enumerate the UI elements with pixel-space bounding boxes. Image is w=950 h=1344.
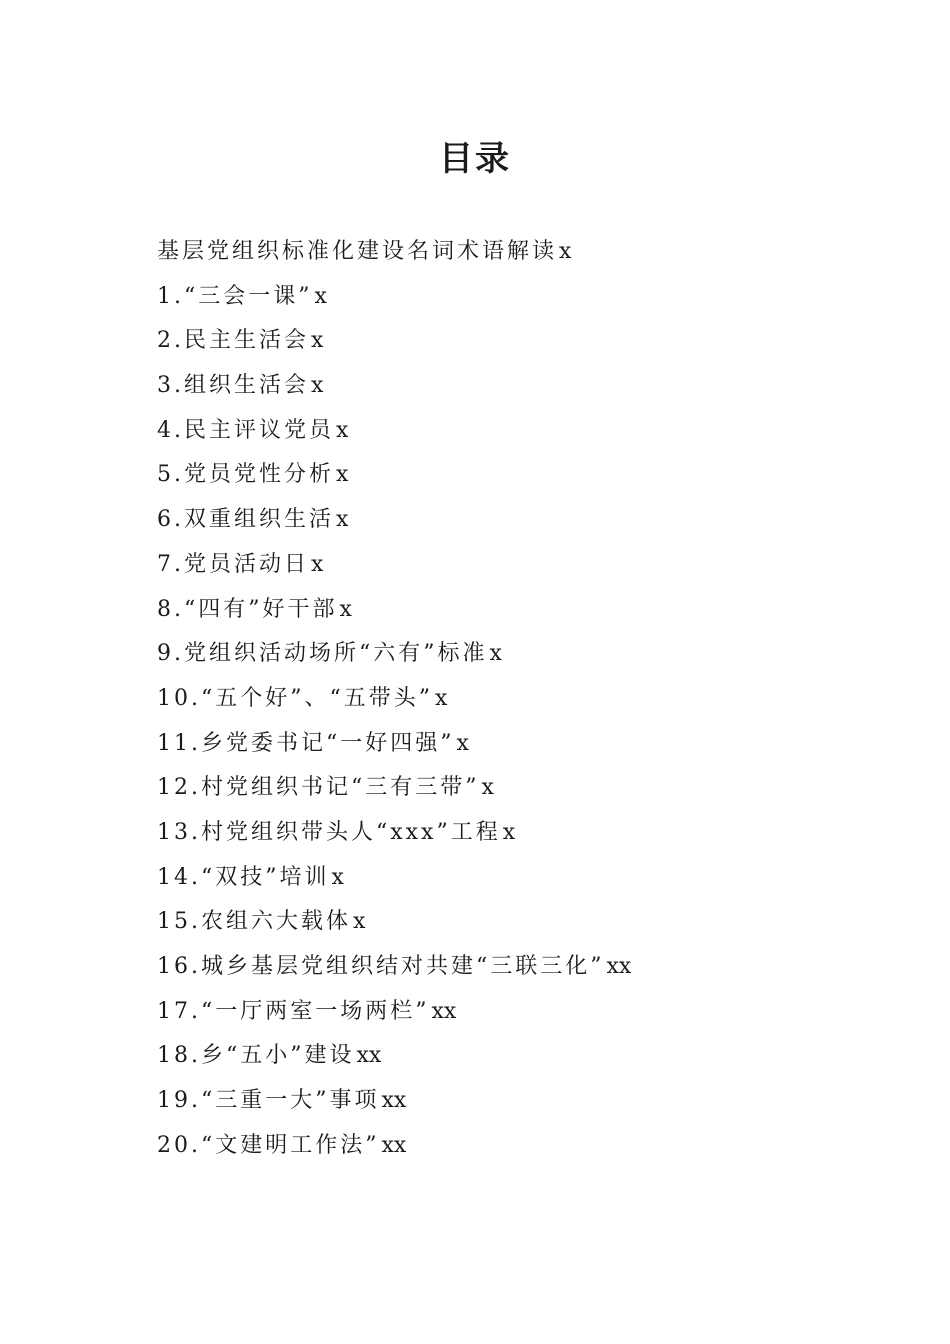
toc-entry[interactable] <box>157 1124 857 1169</box>
toc-entry-page: xx <box>356 1043 382 1069</box>
toc-entry-page: x <box>331 864 344 890</box>
toc-entry-label: 13.村党组织带头人“xxx”工程 <box>157 819 501 845</box>
toc-entry-page: xx <box>381 1088 407 1114</box>
toc-entry[interactable] <box>157 588 857 633</box>
toc-entry[interactable] <box>157 275 857 320</box>
toc-entry-label: 15.农组六大载体 <box>157 909 351 935</box>
toc-entry-label: 18.乡“五小”建设 <box>157 1043 355 1069</box>
toc-entry-page: x <box>314 283 327 309</box>
toc-entry-page: x <box>339 596 352 622</box>
toc-entry-label: 14.“双技”培训 <box>157 864 330 890</box>
toc-entry-label: 7.党员活动日 <box>157 551 309 577</box>
toc-entry-page: x <box>559 239 572 264</box>
toc-entry[interactable] <box>157 722 857 767</box>
toc-entry[interactable] <box>157 230 857 275</box>
toc-entry-label: 20.“文建明工作法” <box>157 1132 380 1158</box>
toc-entry[interactable] <box>157 409 857 454</box>
toc-entry[interactable] <box>157 632 857 677</box>
toc-entry[interactable] <box>157 811 857 856</box>
toc-entry-label: 5.党员党性分析 <box>157 462 334 488</box>
toc-entry-label: 17.“一厅两室一场两栏” <box>157 998 430 1024</box>
toc-entry-page: xx <box>606 954 632 979</box>
toc-entry-page: xx <box>381 1132 407 1158</box>
toc-entry-label: 3.组织生活会 <box>157 373 309 399</box>
toc-entry[interactable] <box>157 543 857 588</box>
toc-entry-page: x <box>311 373 324 399</box>
toc-entry-label: 6.双重组织生活 <box>157 507 334 533</box>
toc-entry-label: 10.“五个好”、“五带头” <box>157 685 433 711</box>
toc-entry[interactable] <box>157 498 857 543</box>
toc-entry-label: 8.“四有”好干部 <box>157 596 338 622</box>
toc-entry-page: x <box>502 819 516 845</box>
toc-entry[interactable] <box>157 1034 857 1079</box>
toc-entry[interactable] <box>157 677 857 722</box>
toc-entry[interactable] <box>157 945 857 990</box>
toc-entry-page: x <box>489 641 502 667</box>
toc-entry-label: 基层党组织标准化建设名词术语解读 <box>157 239 558 264</box>
toc-entry-page: x <box>336 417 349 443</box>
toc-entry-label: 2.民主生活会 <box>157 328 309 354</box>
toc-entry-page: x <box>434 685 448 711</box>
toc-entry[interactable] <box>157 856 857 901</box>
page-title: 目录 <box>439 139 511 179</box>
toc-entry-page: x <box>311 328 324 354</box>
toc-entry-page: x <box>353 909 366 935</box>
toc-entry[interactable] <box>157 1079 857 1124</box>
toc-entry-page: x <box>336 507 349 533</box>
toc-entry-label: 19.“三重一大”事项 <box>157 1088 380 1114</box>
toc-entry-page: x <box>311 551 324 577</box>
toc-entry-page: x <box>456 730 469 756</box>
toc-entry[interactable] <box>157 766 857 811</box>
toc-entry-page: x <box>336 462 349 488</box>
toc-entry[interactable] <box>157 900 857 945</box>
toc-entry-label: 1.“三会一课” <box>157 283 313 309</box>
toc-entry[interactable] <box>157 364 857 409</box>
toc-entry-label: 16.城乡基层党组织结对共建“三联三化” <box>157 954 605 979</box>
toc-entry-label: 9.党组织活动场所“六有”标准 <box>157 641 488 667</box>
toc-entry-page: x <box>481 775 494 801</box>
toc-entry-page: xx <box>431 998 457 1024</box>
toc-entry[interactable] <box>157 990 857 1035</box>
table-of-contents <box>157 230 857 1168</box>
toc-entry-label: 11.乡党委书记“一好四强” <box>157 730 455 756</box>
toc-entry[interactable] <box>157 453 857 498</box>
toc-entry[interactable] <box>157 319 857 364</box>
toc-entry-label: 4.民主评议党员 <box>157 417 334 443</box>
toc-entry-label: 12.村党组织书记“三有三带” <box>157 775 480 801</box>
